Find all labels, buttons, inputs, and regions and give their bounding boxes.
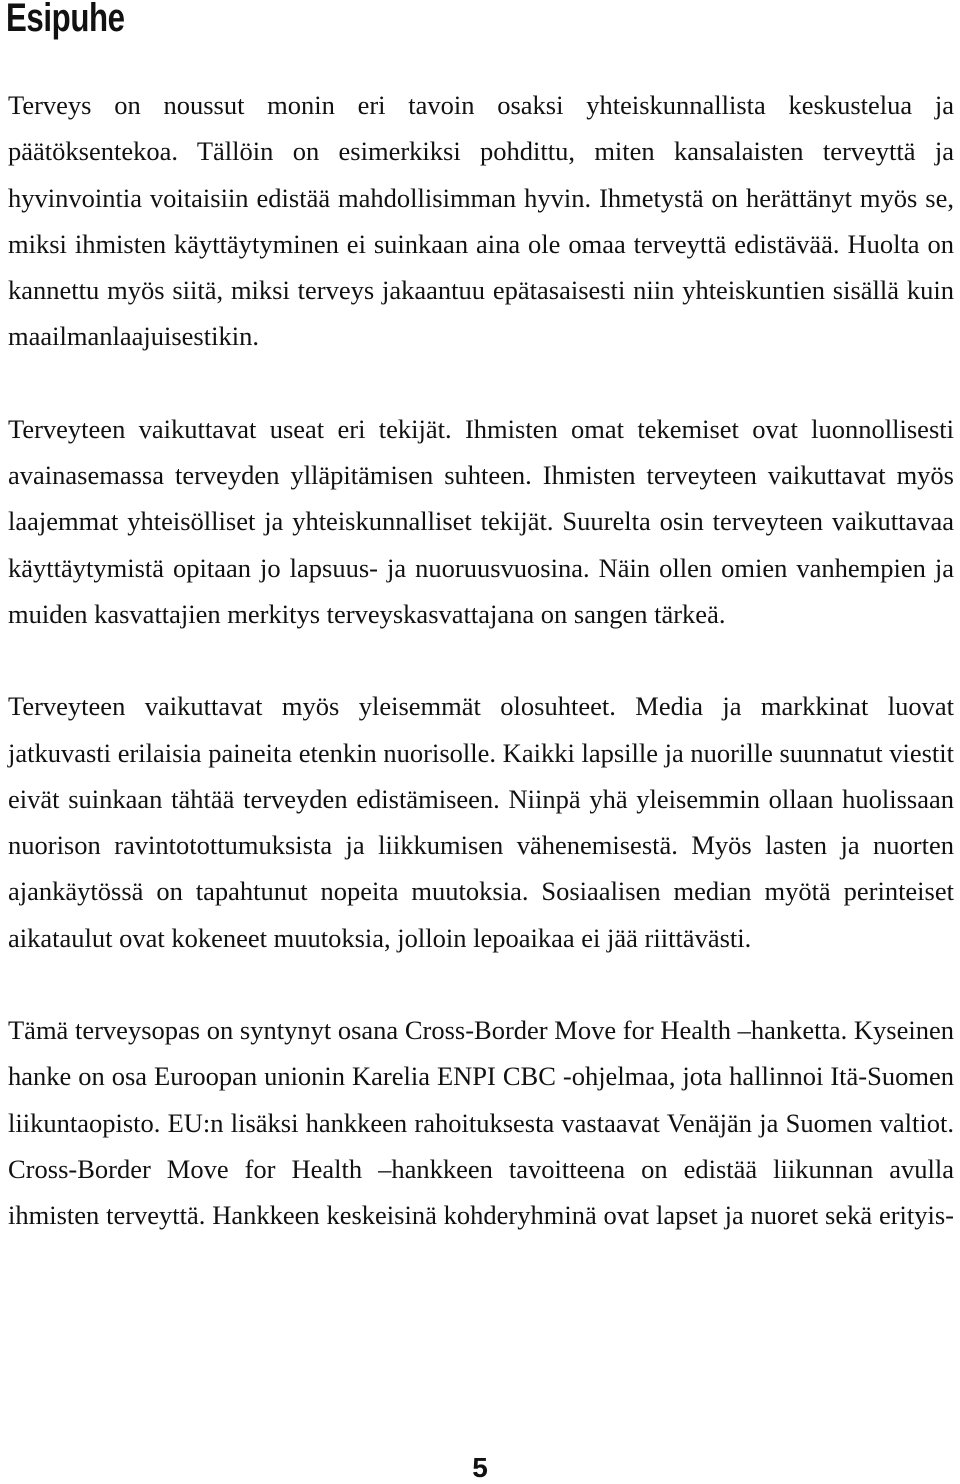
- paragraph-3: Terveyteen vaikuttavat myös yleisemmät olosuhteet. Media ja markkinat luovat jatkuvasti erilaisia paineita etenkin nuorisolle. Kaikki lapsille ja nuorille suunnatut viestit eivät suinkaan tähtää terveyden edistämiseen. Niinpä yhä yleisemmin ollaan huolissaan nuorison ravintotottumuksista ja liikkumisen vähenemisestä. Myös lasten ja nuorten ajankäytössä on tapahtunut nopeita muutoksia. Sosiaalisen median myötä perinteiset aikataulut ovat kokeneet muutoksia, jolloin lepoaikaa ei jää riittävästi.: [8, 691, 954, 953]
- page-number: 5: [472, 1452, 488, 1483]
- page-title: Esipuhe: [6, 0, 125, 40]
- paragraph-2: Terveyteen vaikuttavat useat eri tekijät. Ihmisten omat tekemiset ovat luonnollisesti avainasemassa terveyden ylläpitämisen suhteen. Ihmisten terveyteen vaikuttavat myös laajemmat yhteisölliset ja yhteiskunnalliset tekijät. Suurelta osin terveyteen vaikuttavaa käyttäytymistä opitaan jo lapsuus- ja nuoruusvuosina. Näin ollen omien vanhempien ja muiden kasvattajien merkitys terveyskasvattajana on sangen tärkeä.: [8, 413, 954, 629]
- paragraph-1: Terveys on noussut monin eri tavoin osaksi yhteiskunnallista keskustelua ja päätöksentekoa. Tällöin on esimerkiksi pohdittu, miten kansalaisten terveyttä ja hyvinvointia voitaisiin edistää mahdollisimman hyvin. Ihmetystä on herättänyt myös se, miksi ihmisten käyttäytyminen ei suinkaan aina ole omaa terveyttä edistävää. Huolta on kannettu myös siitä, miksi terveys jakaantuu epätasaisesti niin yhteiskuntien sisällä kuin maailmanlaajuisestikin.: [8, 90, 954, 352]
- paragraph-4: Tämä terveysopas on syntynyt osana Cross-Border Move for Health –hanketta. Kyseinen hanke on osa Euroopan unionin Karelia ENPI CBC -ohjelmaa, jota hallinnoi Itä-Suomen liikuntaopisto. EU:n lisäksi hankkeen rahoituksesta vastaavat Venäjän ja Suomen valtiot. Cross-Border Move for Health –hankkeen tavoitteena on edistää liikunnan avulla ihmisten terveyttä. Hankkeen keskeisinä kohderyhminä ovat lapset ja nuoret sekä erityis-: [8, 1015, 954, 1231]
- body-text: [8, 82, 954, 1239]
